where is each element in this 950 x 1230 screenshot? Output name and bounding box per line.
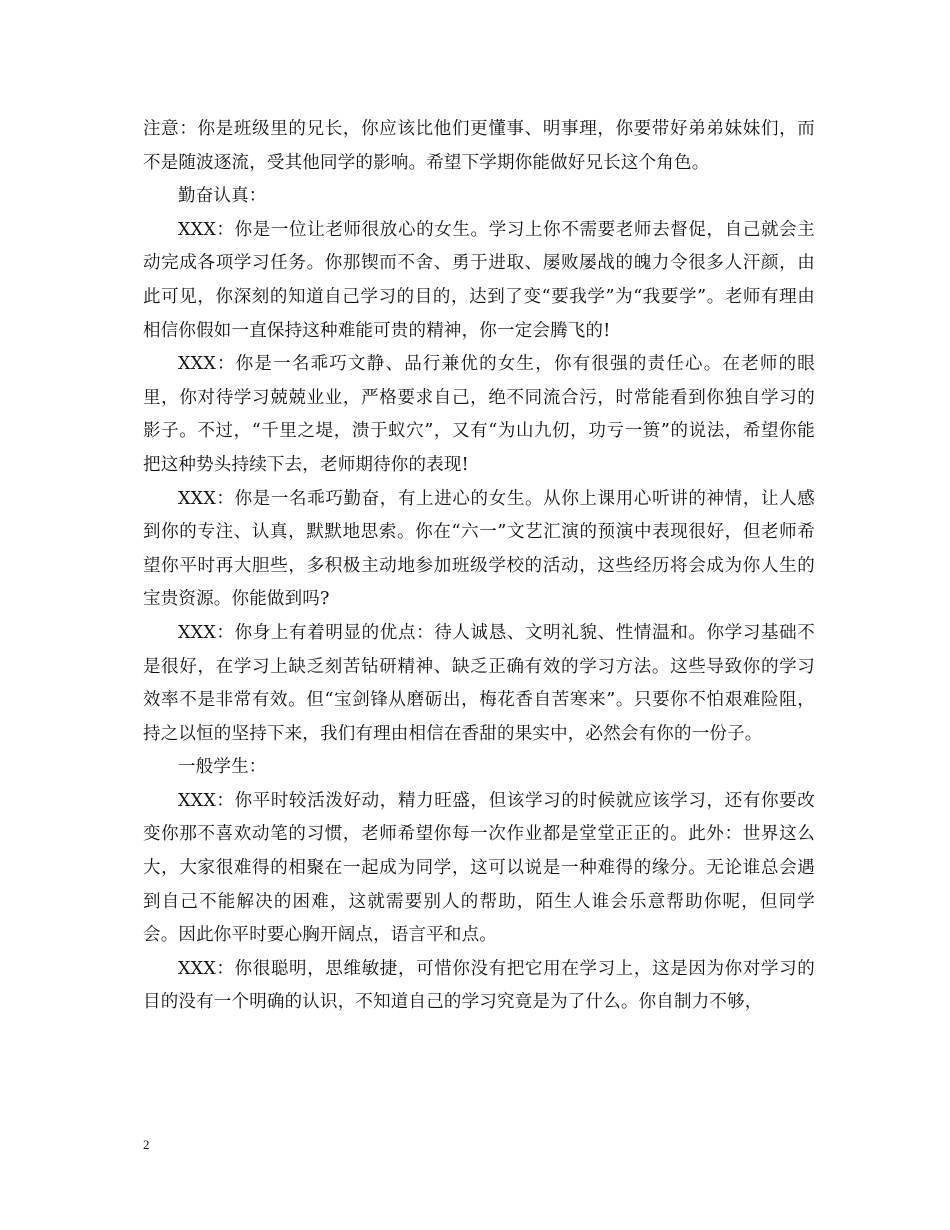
section-heading-general: 一般学生： [178, 757, 267, 778]
document-body [143, 113, 815, 1020]
paragraph-5: XXX：你是一名乖巧勤奋，有上进心的女生。从你上课用心听讲的神情，让人感到你的专注、认真，默默地思索。你在“六一”文艺汇演的预演中表现很好，但老师希望你平时再大胆些，多积极主动地参加班级学校的活动，这些经历将会成为你人生的宝贵资源。你能做到吗? [143, 488, 815, 610]
section-heading-diligent: 勤奋认真： [178, 186, 267, 207]
paragraph-3: XXX：你是一位让老师很放心的女生。学习上你不需要老师去督促，自己就会主动完成各项学习任务。你那锲而不舍、勇于进取、屡败屡战的魄力令很多人汗颜，由此可见，你深刻的知道自己学习的目的，达到了变“要我学”为“我要学”。老师有理由相信你假如一直保持这种难能可贵的精神，你一定会腾飞的! [143, 219, 815, 341]
paragraph-6: XXX：你身上有着明显的优点：待人诚恳、文明礼貌、性情温和。你学习基础不是很好，在学习上缺乏刻苦钻研精神、缺乏正确有效的学习方法。这些导致你的学习效率不是非常有效。但“宝剑锋从磨砺出，梅花香自苦寒来”。只要你不怕艰难险阻，持之以恒的坚持下来，我们有理由相信在香甜的果实中，必然会有你的一份子。 [143, 622, 815, 744]
paragraph-8: XXX：你平时较活泼好动，精力旺盛，但该学习的时候就应该学习，还有你要改变你那不喜欢动笔的习惯，老师希望你每一次作业都是堂堂正正的。此外：世界这么大，大家很难得的相聚在一起成为同学，这可以说是一种难得的缘分。无论谁总会遇到自己不能解决的困难，这就需要别人的帮助，陌生人谁会乐意帮助你呢，但同学会。因此你平时要心胸开阔点，语言平和点。 [143, 790, 815, 946]
paragraph-4: XXX：你是一名乖巧文静、品行兼优的女生，你有很强的责任心。在老师的眼里，你对待学习兢兢业业，严格要求自己，绝不同流合污，时常能看到你独自学习的影子。不过，“千里之堤，溃于蚁穴”，又有“为山九仞，功亏一篑”的说法，希望你能把这种势头持续下去，老师期待你的表现! [143, 354, 815, 475]
paragraph-9: XXX：你很聪明，思维敏捷，可惜你没有把它用在学习上，这是因为你对学习的目的没有一个明确的认识，不知道自己的学习究竟是为了什么。你自制力不够， [143, 958, 815, 1013]
paragraph-1: 注意：你是班级里的兄长，你应该比他们更懂事、明事理，你要带好弟弟妹妹们，而不是随波逐流，受其他同学的影响。希望下学期你能做好兄长这个角色。 [143, 119, 815, 173]
page-number: 2 [143, 1137, 150, 1152]
